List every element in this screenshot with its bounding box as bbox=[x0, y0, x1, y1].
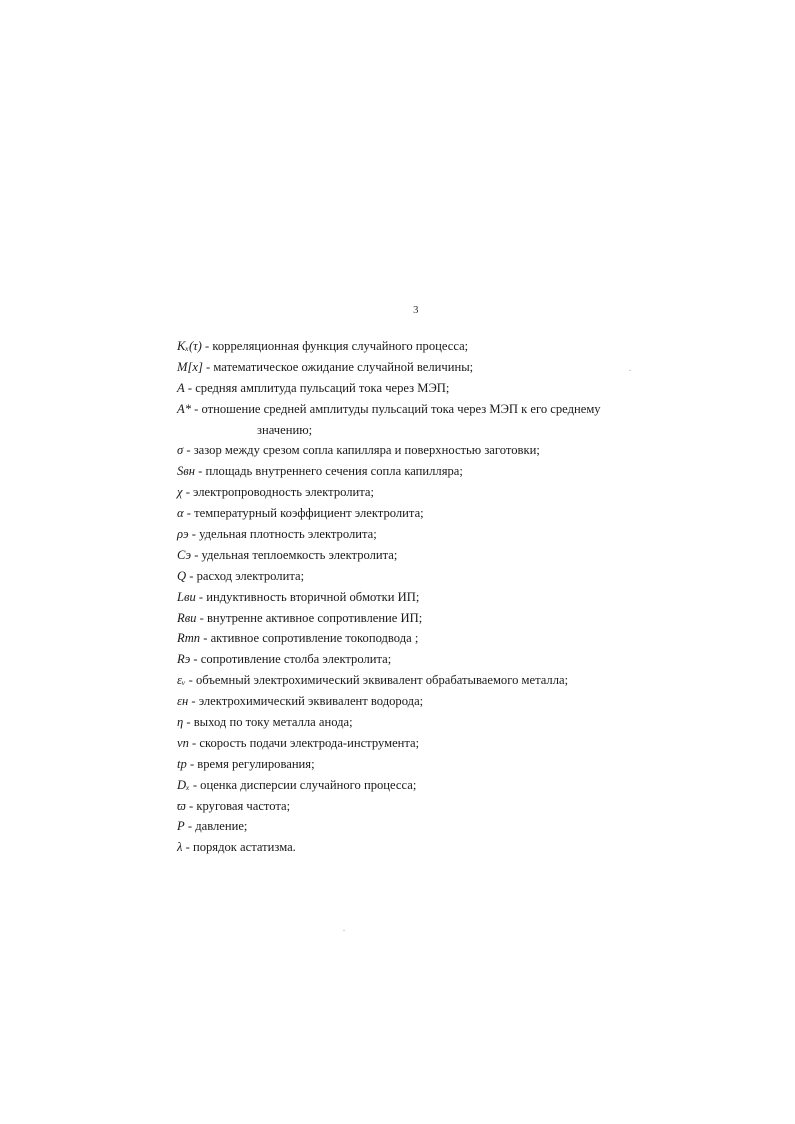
definition: - выход по току металла анода; bbox=[183, 715, 353, 730]
symbol: α bbox=[177, 506, 184, 521]
definition: - отношение средней амплитуды пульсаций тока через МЭП к его среднему bbox=[191, 401, 601, 416]
symbol-list bbox=[177, 336, 737, 858]
symbol: Kₓ(τ) bbox=[177, 339, 202, 353]
symbol: σ bbox=[177, 443, 184, 458]
scan-speck bbox=[629, 370, 631, 371]
definition: - индуктивность вторичной обмотки ИП; bbox=[195, 589, 420, 604]
symbol: Dₓ bbox=[177, 777, 190, 792]
list-item bbox=[177, 712, 737, 733]
definition: - удельная плотность электролита; bbox=[188, 527, 377, 542]
scan-speck bbox=[343, 930, 345, 931]
definition: - зазор между срезом сопла капилляра и поверхностью заготовки; bbox=[183, 443, 540, 458]
list-item bbox=[177, 587, 737, 608]
list-item bbox=[177, 816, 737, 837]
definition: - оценка дисперсии случайного процесса; bbox=[189, 777, 417, 792]
list-item bbox=[177, 754, 737, 775]
symbol: vп bbox=[177, 735, 189, 750]
list-item bbox=[177, 440, 737, 461]
definition: - активное сопротивление токоподвода ; bbox=[200, 631, 419, 646]
list-item bbox=[177, 357, 737, 378]
list-item bbox=[177, 524, 737, 545]
definition: - корреляционная функция случайного процесса; bbox=[201, 339, 469, 353]
list-item bbox=[177, 628, 737, 649]
symbol: P bbox=[177, 819, 185, 834]
symbol: ϖ bbox=[177, 798, 186, 813]
definition: - объемный электрохимический эквивалент обрабатываемого металла; bbox=[185, 673, 569, 688]
list-item bbox=[177, 482, 737, 503]
page-number: 3 bbox=[413, 304, 419, 316]
definition: - электропроводность электролита; bbox=[182, 485, 375, 500]
symbol: Сэ bbox=[177, 547, 192, 562]
definition: - средняя амплитуда пульсаций тока через МЭП; bbox=[184, 380, 450, 395]
list-item bbox=[177, 670, 737, 691]
list-item bbox=[177, 775, 737, 796]
symbol: A bbox=[177, 380, 185, 395]
list-item bbox=[177, 796, 737, 817]
definition: - удельная теплоемкость электролита; bbox=[191, 547, 398, 562]
definition: - внутренне активное сопротивление ИП; bbox=[196, 610, 423, 625]
definition: - сопротивление столба электролита; bbox=[190, 652, 392, 667]
symbol: λ bbox=[177, 840, 183, 855]
list-item bbox=[177, 608, 737, 629]
definition: - время регулирования; bbox=[186, 756, 315, 771]
definition: - круговая частота; bbox=[185, 798, 291, 813]
symbol: Q bbox=[177, 568, 187, 583]
definition: - площадь внутреннего сечения сопла капилляра; bbox=[195, 464, 463, 479]
symbol: Sвн bbox=[177, 464, 196, 479]
list-item bbox=[177, 378, 737, 399]
definition: - скорость подачи электрода-инструмента; bbox=[188, 735, 420, 750]
symbol: tр bbox=[177, 756, 187, 771]
symbol: Rви bbox=[177, 610, 197, 625]
list-item bbox=[177, 733, 737, 754]
symbol: χ bbox=[177, 485, 183, 500]
list-item bbox=[177, 399, 737, 420]
symbol: εн bbox=[177, 694, 189, 709]
list-item bbox=[177, 503, 737, 524]
symbol: Rэ bbox=[177, 652, 191, 667]
symbol: Rтп bbox=[177, 631, 201, 646]
list-item bbox=[177, 461, 737, 482]
list-item bbox=[177, 837, 737, 858]
list-item bbox=[177, 649, 737, 670]
list-item bbox=[177, 545, 737, 566]
list-item bbox=[177, 336, 737, 357]
symbol: A* bbox=[177, 401, 191, 416]
definition-continuation: значению; bbox=[257, 422, 313, 437]
definition: - давление; bbox=[184, 819, 248, 834]
list-item bbox=[177, 691, 737, 712]
definition: - расход электролита; bbox=[186, 568, 305, 583]
symbol: η bbox=[177, 715, 184, 730]
symbol: Lви bbox=[177, 589, 196, 604]
symbol: εᵥ bbox=[177, 673, 186, 688]
definition: - температурный коэффициент электролита; bbox=[183, 506, 424, 521]
list-item bbox=[177, 566, 737, 587]
definition: - математическое ожидание случайной величины; bbox=[202, 359, 474, 374]
definition: - порядок астатизма. bbox=[182, 840, 296, 855]
definition: - электрохимический эквивалент водорода; bbox=[188, 694, 424, 709]
symbol: ρэ bbox=[177, 527, 189, 542]
symbol: M[x] bbox=[177, 359, 203, 374]
